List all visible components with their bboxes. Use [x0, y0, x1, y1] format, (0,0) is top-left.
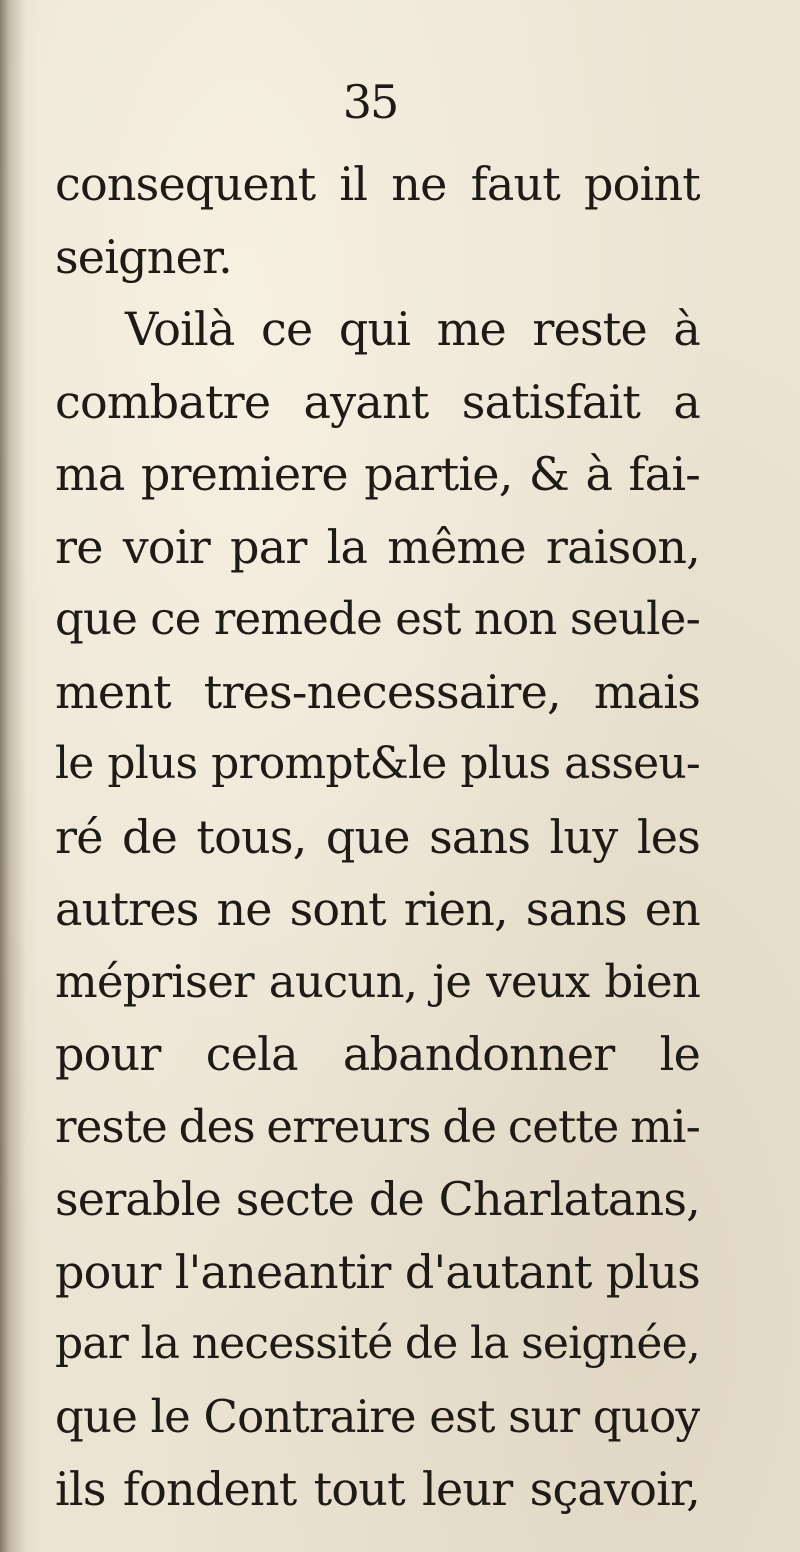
text-line: que ce remede est non seule- [55, 592, 700, 645]
text-line: ment tres-necessaire, mais [55, 664, 700, 719]
text-line: re voir par la même raison, [55, 519, 700, 574]
text-line: ils fondent tout leur sçavoir, [55, 1462, 700, 1516]
text-line: autres ne sont rien, sans en [55, 882, 700, 936]
text-line: ré de tous, que sans luy les [55, 809, 700, 864]
text-line: pour cela abandonner le [55, 1027, 700, 1081]
text-line: reste des erreurs de cette mi- [55, 1099, 700, 1153]
text-line: consequent il ne faut point [55, 157, 700, 211]
text-line: par la necessité de la seignée, [55, 1318, 700, 1369]
text-line: que le Contraire est sur quoy [55, 1389, 700, 1443]
text-line: mépriser aucun, je veux bien [55, 954, 700, 1008]
text-line: Voilà ce qui me reste à [125, 302, 700, 356]
text-line: serable secte de Charlatans, [55, 1172, 700, 1226]
text-line: le plus prompt&le plus asseu- [55, 738, 700, 789]
body-text [55, 148, 700, 1526]
gutter-shadow [0, 0, 26, 1552]
page-number: 35 [342, 75, 398, 129]
text-line: pour l'aneantir d'autant plus [55, 1244, 700, 1299]
text-line: seigner. [55, 229, 232, 284]
text-line: combatre ayant satisfait a [55, 374, 700, 429]
text-line: ma premiere partie, & à fai- [55, 447, 700, 501]
